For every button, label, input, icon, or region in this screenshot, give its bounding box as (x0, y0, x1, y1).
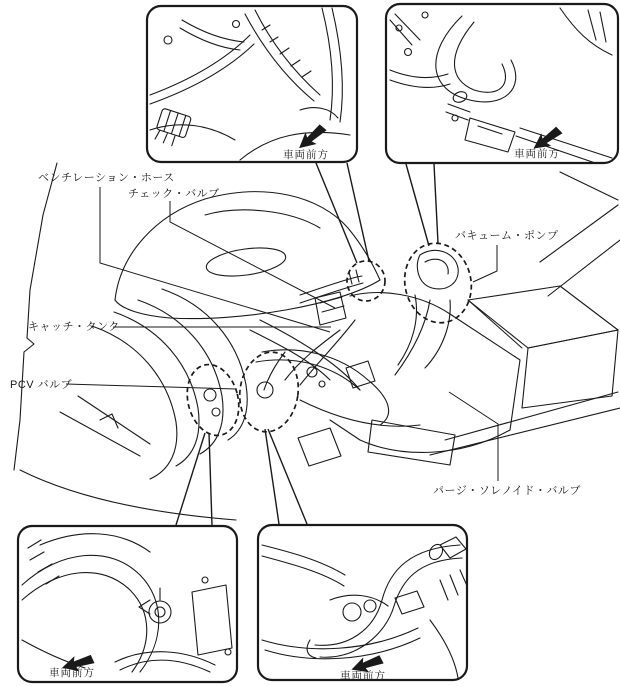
leader-line (473, 245, 497, 282)
inset-top-right (386, 4, 618, 168)
inset-top-right-frame (386, 4, 618, 163)
label-vacuum-pump: バキューム・ポンプ (455, 230, 559, 242)
component-highlights (180, 237, 479, 441)
callout-catch-tank (28, 320, 331, 333)
front-direction-label: 車両前方 (514, 148, 560, 160)
callout-purge-solenoid-valve (433, 392, 581, 497)
inset-top-left (147, 6, 357, 162)
engine-line-art (14, 163, 620, 520)
leader-line (100, 187, 330, 332)
callout-check-valve (128, 187, 335, 308)
inset-bottom-right (258, 525, 468, 682)
label-pcv-valve: PCV バルブ (10, 379, 73, 391)
callout-vacuum-pump (455, 229, 559, 282)
label-check-valve: チェック・バルブ (128, 188, 220, 200)
front-direction-label: 車両前方 (340, 670, 386, 682)
detail-view-connectors (176, 163, 438, 525)
label-purge-solenoid-valve: パージ・ソレノイド・バルブ (433, 485, 581, 497)
label-catch-tank: キャッチ・タンク (28, 321, 120, 333)
inset-bottom-left (18, 526, 237, 682)
highlight-ellipse-purge-solenoid (235, 348, 304, 435)
inset-top-left-frame (147, 6, 357, 162)
callout-pcv-valve (10, 378, 236, 391)
inset-bottom-left-frame (18, 526, 237, 682)
leader-line (66, 384, 236, 389)
front-direction-label: 車両前方 (49, 667, 95, 679)
front-direction-label: 車両前方 (283, 149, 329, 161)
label-ventilation-hose: ベンチレーション・ホース (38, 172, 175, 184)
